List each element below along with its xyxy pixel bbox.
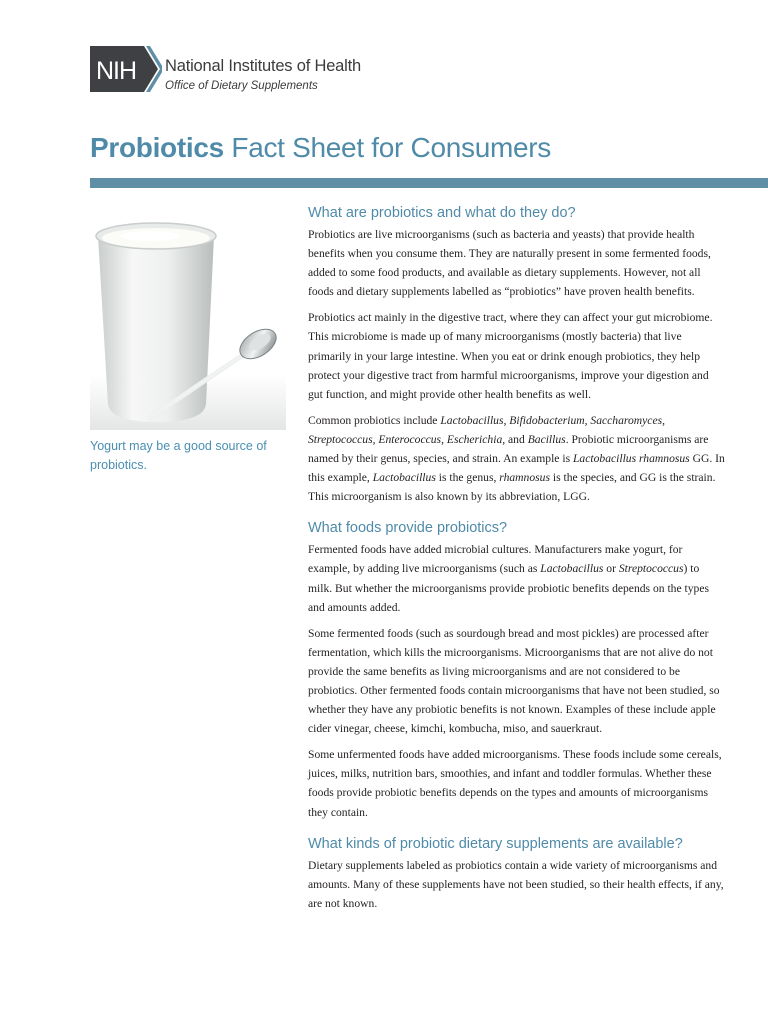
- body-paragraph: [308, 624, 726, 739]
- text-run: or: [603, 562, 619, 576]
- page-title: [90, 132, 551, 164]
- italic-text: Lactobacillus, Bifidobacterium, Saccharomyces, Streptococcus, Enterococcus, Escherichia,: [308, 413, 665, 446]
- italic-text: rhamnosus: [499, 471, 550, 485]
- text-run: ) to milk. But whether the microorganisms provide probiotic benefits depends on the types and amounts added.: [308, 562, 709, 614]
- office-name: Office of Dietary Supplements: [165, 80, 318, 92]
- title-rest: Fact Sheet for Consumers: [223, 132, 552, 163]
- section-heading: What foods provide probiotics?: [308, 520, 508, 537]
- body-paragraph: [308, 745, 726, 821]
- italic-text: Lactobacillus: [372, 471, 436, 485]
- yogurt-photo: [90, 208, 286, 430]
- text-run: . Probiotic microorganisms are named by their genus, species, and strain. An example is: [308, 432, 709, 466]
- section: [308, 205, 726, 506]
- body-paragraph: [308, 856, 726, 913]
- body-paragraph: [308, 308, 726, 403]
- title-topic: Probiotics: [90, 132, 224, 163]
- text-run: GG. In this example,: [308, 452, 725, 485]
- nih-logo: [90, 46, 390, 94]
- nih-badge-text: NIH: [96, 57, 137, 85]
- italic-text: Bacillus: [527, 432, 566, 446]
- organization-name: National Institutes of Health: [165, 57, 361, 75]
- text-run: is the genus,: [435, 471, 500, 485]
- section-heading: What kinds of probiotic dietary supplements are available?: [308, 835, 683, 852]
- text-run: and: [505, 432, 528, 446]
- text-run: is the species, and GG is the strain. This microorganism is also known by its abbreviation, LGG.: [308, 471, 716, 504]
- text-run: Common probiotics include: [308, 413, 441, 427]
- text-run: Dietary supplements labeled as probiotics contain a wide variety of microorganisms and amounts. Many of these supplements have not been studied, so their health effects, if any, are not known.: [308, 858, 724, 910]
- section-heading: What are probiotics and what do they do?: [308, 205, 576, 221]
- text-run: Probiotics are live microorganisms (such as bacteria and yeasts) that provide health benefits when you consume them. They are naturally present in some fermented foods, added to some food products, and available as dietary supplements. However, not all foods and dietary supplements labelled as “probiotics” have proven health benefits.: [308, 228, 711, 299]
- text-run: Fermented foods have added microbial cultures. Manufacturers make yogurt, for example, by adding live microorganisms (such as: [308, 543, 683, 576]
- title-rule: [90, 178, 768, 188]
- body-paragraph: [308, 540, 726, 616]
- fact-sheet-body: [308, 205, 726, 920]
- nih-chevron-logo-icon: [90, 46, 162, 92]
- italic-text: Streptococcus: [618, 562, 684, 576]
- italic-text: Lactobacillus: [540, 562, 604, 576]
- body-paragraph: [308, 411, 726, 506]
- section: [308, 520, 726, 821]
- italic-text: Lactobacillus rhamnosus: [572, 452, 690, 466]
- photo-caption: Yogurt may be a good source of probiotics.: [90, 439, 267, 472]
- text-run: Probiotics act mainly in the digestive tract, where they can affect your gut microbiome. This microbiome is made up of many microorganisms (mostly bacteria) that live primarily in your large intestine. When you eat or drink enough probiotics, they help protect your digestive tract from harmful microorganisms, improve your digestion and gut function, and might provide other health benefits as well.: [308, 311, 713, 401]
- body-paragraph: [308, 225, 726, 301]
- text-run: Some fermented foods (such as sourdough bread and most pickles) are processed after fermentation, which kills the microorganisms. Microorganisms that are not alive do not provide the same benefits as living microorganisms and are not considered to be probiotics. Other fermented foods contain microorganisms that have not been studied, so whether they have any probiotic benefits is not known. Examples of these include apple cider vinegar, cheese, kimchi, kombucha, miso, and sauerkraut.: [308, 626, 720, 736]
- text-run: Some unfermented foods have added microorganisms. These foods include some cereals, juices, milks, nutrition bars, smoothies, and infant and toddler formulas. Whether these foods provide probiotic benefits depends on the types and amounts of microorganisms they contain.: [308, 748, 722, 819]
- section: [308, 836, 726, 913]
